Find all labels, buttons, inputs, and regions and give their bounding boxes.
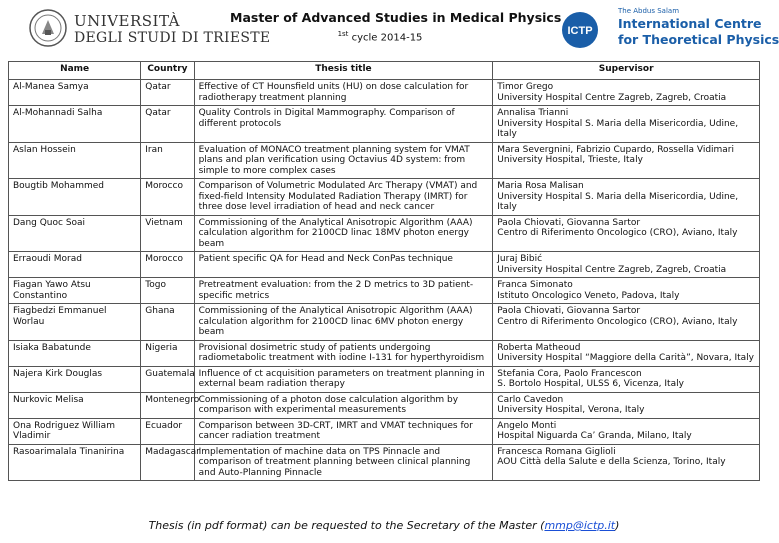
student-name-cell: Ona Rodriguez William Vladimir <box>9 418 141 444</box>
supervisor-cell <box>493 179 760 216</box>
university-logo <box>28 8 271 52</box>
supervisor-cell <box>493 142 760 179</box>
table-row <box>9 366 760 392</box>
cycle-label <box>230 30 530 43</box>
supervisor-cell <box>493 215 760 252</box>
student-name-cell: Rasoarimalala Tinanirina <box>9 444 141 481</box>
student-name-cell: Najera Kirk Douglas <box>9 366 141 392</box>
document-title: Master of Advanced Studies in Medical Physics <box>230 10 562 25</box>
supervisor-cell <box>493 444 760 481</box>
student-name-cell: Al-Manea Samya <box>9 80 141 106</box>
student-name-cell: Erraoudi Morad <box>9 252 141 278</box>
student-name-cell: Dang Quoc Soai <box>9 215 141 252</box>
country-cell: Togo <box>141 278 194 304</box>
country-cell: Vietnam <box>141 215 194 252</box>
student-name-cell: Fiagan Yawo Atsu Constantino <box>9 278 141 304</box>
table-row <box>9 278 760 304</box>
table-row <box>9 80 760 106</box>
university-name-line1: UNIVERSITÀ <box>74 12 180 30</box>
document-title-block <box>230 10 562 44</box>
ictp-small-line: The Abdus Salam <box>618 7 680 15</box>
table-row <box>9 392 760 418</box>
header-country: Country <box>141 62 194 80</box>
ictp-logo <box>560 6 779 52</box>
cycle-ordinal: 1st <box>337 30 349 38</box>
footer-text-end: ) <box>615 519 620 532</box>
supervisor-name: Francesca Romana Giglioli <box>497 446 616 457</box>
thesis-title-cell: Patient specific QA for Head and Neck ConPas technique <box>194 252 493 278</box>
supervisor-name: Angelo Monti <box>497 420 557 431</box>
thesis-table <box>8 61 760 481</box>
supervisor-cell <box>493 392 760 418</box>
country-cell: Morocco <box>141 252 194 278</box>
country-cell: Montenegro <box>141 392 194 418</box>
thesis-title-cell: Commissioning of a photon dose calculation algorithm by comparison with experimental measurements <box>194 392 493 418</box>
student-name-cell: Bougtib Mohammed <box>9 179 141 216</box>
supervisor-cell <box>493 340 760 366</box>
supervisor-affiliation: AOU Città della Salute e della Scienza, Torino, Italy <box>497 457 726 467</box>
table-row <box>9 252 760 278</box>
table-row <box>9 179 760 216</box>
page-header <box>0 0 779 58</box>
country-cell: Guatemala <box>141 366 194 392</box>
ictp-logo-text: ICTP <box>567 25 593 37</box>
ictp-name-line2: for Theoretical Physics <box>618 32 779 47</box>
footer-text: Thesis (in pdf format) can be requested to the Secretary of the Master ( <box>148 519 545 532</box>
table-body <box>9 80 760 481</box>
thesis-title-cell: Influence of ct acquisition parameters on treatment planning in external beam radiation therapy <box>194 366 493 392</box>
supervisor-cell <box>493 418 760 444</box>
supervisor-affiliation: University Hospital Centre Zagreb, Zagreb, Croatia <box>497 264 727 275</box>
thesis-title-cell: Evaluation of MONACO treatment planning system for VMAT plans and plan verification using Octavius 4D system: from simple to more complex cases <box>194 142 493 179</box>
supervisor-name: Juraj Bibić <box>497 254 543 264</box>
supervisor-cell <box>493 106 760 143</box>
header-name: Name <box>9 62 141 80</box>
thesis-title-cell: Pretreatment evaluation: from the 2 D metrics to 3D patient-specific metrics <box>194 278 493 304</box>
supervisor-affiliation: University Hospital Centre Zagreb, Zagreb, Croatia <box>497 92 727 103</box>
supervisor-name: Roberta Matheoud <box>497 342 581 353</box>
supervisor-affiliation: University Hospital “Maggiore della Carità”, Novara, Italy <box>497 353 754 363</box>
country-cell: Madagascar <box>141 444 194 481</box>
table-row <box>9 142 760 179</box>
student-name-cell: Fiagbedzi Emmanuel Worlau <box>9 304 141 341</box>
supervisor-name: Paola Chiovati, Giovanna Sartor <box>497 306 641 316</box>
table-row <box>9 215 760 252</box>
table-row <box>9 418 760 444</box>
email-link[interactable]: mmp@ictp.it <box>544 519 616 532</box>
supervisor-name: Franca Simonato <box>497 280 573 290</box>
thesis-title-cell: Implementation of machine data on TPS Pinnacle and comparison of treatment planning between clinical planning and Auto-Planning Pinnacle <box>194 444 493 481</box>
thesis-title-cell: Comparison of Volumetric Modulated Arc Therapy (VMAT) and fixed-field Intensity Modulated Radiation Therapy (IMRT) for three dose level irradiation of head and neck cancer <box>194 179 493 216</box>
footer-note <box>0 519 768 532</box>
student-name-cell: Nurkovic Melisa <box>9 392 141 418</box>
table-row <box>9 444 760 481</box>
table-row <box>9 304 760 341</box>
table-row <box>9 340 760 366</box>
country-cell: Morocco <box>141 179 194 216</box>
country-cell: Ghana <box>141 304 194 341</box>
thesis-title-cell: Comparison between 3D-CRT, IMRT and VMAT techniques for cancer radiation treatment <box>194 418 493 444</box>
supervisor-name: Annalisa Trianni <box>497 108 569 118</box>
supervisor-name: Stefania Cora, Paolo Francescon <box>497 368 642 379</box>
supervisor-cell <box>493 252 760 278</box>
supervisor-cell <box>493 278 760 304</box>
supervisor-name: Paola Chiovati, Giovanna Sartor <box>497 217 641 228</box>
thesis-title-cell: Quality Controls in Digital Mammography. Comparison of different protocols <box>194 106 493 143</box>
header-thesis-title: Thesis title <box>194 62 493 80</box>
thesis-title-cell: Commissioning of the Analytical Anisotropic Algorithm (AAA) calculation algorithm for 2100CD linac 6MV photon energy beam <box>194 304 493 341</box>
cycle-text: cycle 2014-15 <box>348 32 423 44</box>
supervisor-affiliation: Hospital Niguarda Ca’ Granda, Milano, Italy <box>497 431 692 441</box>
table-header-row <box>9 62 760 80</box>
supervisor-cell <box>493 304 760 341</box>
supervisor-name: Maria Rosa Malisan <box>497 181 584 191</box>
student-name-cell: Aslan Hossein <box>9 142 141 179</box>
supervisor-affiliation: Centro di Riferimento Oncologico (CRO), Aviano, Italy <box>497 228 738 238</box>
header-supervisor: Supervisor <box>493 62 760 80</box>
thesis-title-cell: Provisional dosimetric study of patients undergoing radiometabolic treatment with iodine I-131 for hyperthyroidism <box>194 340 493 366</box>
country-cell: Iran <box>141 142 194 179</box>
student-name-cell: Isiaka Babatunde <box>9 340 141 366</box>
supervisor-affiliation: University Hospital, Verona, Italy <box>497 405 645 415</box>
country-cell: Qatar <box>141 80 194 106</box>
supervisor-affiliation: Centro di Riferimento Oncologico (CRO), Aviano, Italy <box>497 316 738 327</box>
thesis-title-cell: Commissioning of the Analytical Anisotropic Algorithm (AAA) calculation algorithm for 2100CD linac 18MV photon energy beam <box>194 215 493 252</box>
ictp-logo-icon <box>560 10 600 50</box>
supervisor-affiliation: Istituto Oncologico Veneto, Padova, Italy <box>497 290 680 301</box>
supervisor-name: Timor Grego <box>497 82 554 92</box>
table-row <box>9 106 760 143</box>
supervisor-affiliation: University Hospital S. Maria della Misericordia, Udine, Italy <box>497 191 739 212</box>
supervisor-name: Carlo Cavedon <box>497 394 564 405</box>
supervisor-name: Mara Severgnini, Fabrizio Cupardo, Rossella Vidimari <box>497 144 735 155</box>
student-name-cell: Al-Mohannadi Salha <box>9 106 141 143</box>
ictp-name-line1: International Centre <box>618 16 762 31</box>
thesis-title-cell: Effective of CT Hounsfield units (HU) on dose calculation for radiotherapy treatment planning <box>194 80 493 106</box>
supervisor-affiliation: University Hospital S. Maria della Misericordia, Udine, Italy <box>497 118 739 139</box>
country-cell: Ecuador <box>141 418 194 444</box>
university-crest-icon <box>28 8 68 48</box>
supervisor-affiliation: S. Bortolo Hospital, ULSS 6, Vicenza, Italy <box>497 379 684 389</box>
supervisor-cell <box>493 80 760 106</box>
country-cell: Qatar <box>141 106 194 143</box>
university-name-line2: DEGLI STUDI DI TRIESTE <box>74 30 271 46</box>
country-cell: Nigeria <box>141 340 194 366</box>
supervisor-cell <box>493 366 760 392</box>
supervisor-affiliation: University Hospital, Trieste, Italy <box>497 155 643 165</box>
